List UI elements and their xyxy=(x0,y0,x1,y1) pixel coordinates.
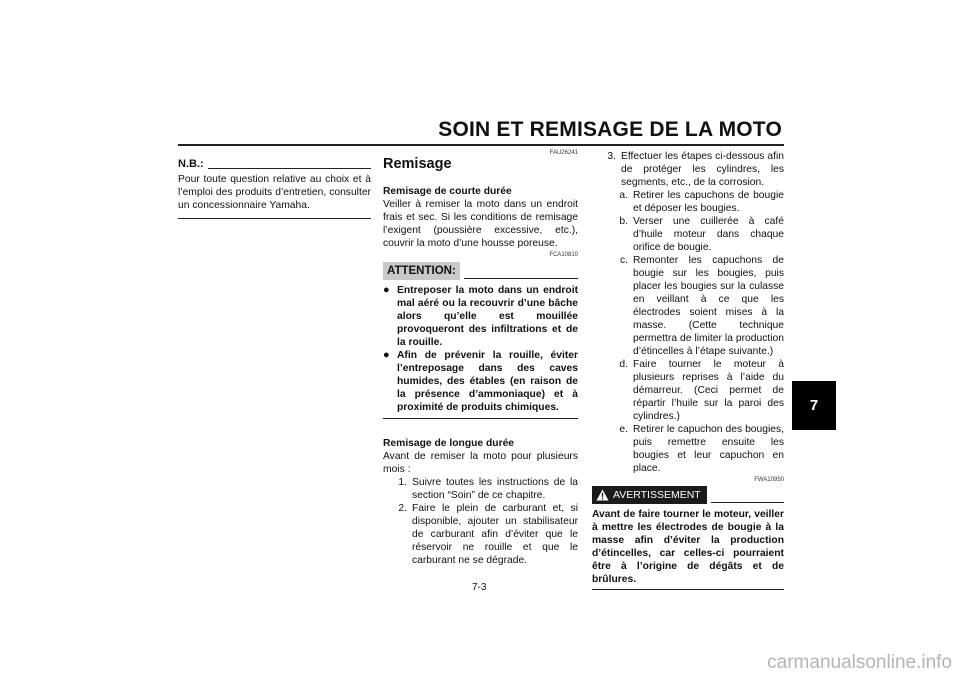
section-title: Remisage xyxy=(383,156,452,172)
caution-bullet-text: Entreposer la moto dans un endroit mal aéré ou la recouvrir d’une bâche alors qu’elle est mouillée provoqueront des infiltrations et de la rouille. xyxy=(397,285,578,348)
warning-badge xyxy=(592,486,707,504)
substep-list xyxy=(592,189,784,475)
caution-rule xyxy=(464,278,578,279)
substep-text: Retirer les capuchons de bougie et déposer les bougies. xyxy=(633,190,784,214)
warning-label: AVERTISSEMENT xyxy=(613,489,701,501)
substep-text: Retirer le capuchon des bougies, puis remettre ensuite les bougies et leur capuchon en place. xyxy=(633,424,784,474)
bullet-icon: ● xyxy=(383,349,390,361)
warning-end-rule xyxy=(592,589,784,590)
caution-bullet xyxy=(383,284,578,349)
step-item xyxy=(383,502,578,567)
header-rule xyxy=(178,144,784,146)
step-number: 3. xyxy=(607,151,616,162)
nb-text: Pour toute question relative au choix et à l’emploi des produits d’entretien, consulter un concessionnaire Yamaha. xyxy=(178,174,371,211)
step-number: 2. xyxy=(398,503,407,514)
substep-item xyxy=(592,215,784,254)
substep-letter: e. xyxy=(619,424,628,435)
warning-rule xyxy=(711,502,784,503)
caution-code: FCA10810 xyxy=(549,252,578,258)
bullet-icon: ● xyxy=(383,284,390,296)
watermark: carmanualsonline.info xyxy=(767,652,952,673)
nb-heading xyxy=(178,158,371,171)
substep-text: Verser une cuillerée à café d’huile moteur dans chaque orifice de bougie. xyxy=(633,216,784,253)
substep-item xyxy=(592,254,784,358)
substep-letter: c. xyxy=(619,255,628,266)
chapter-tab: 7 xyxy=(792,381,836,430)
warning-text: Avant de faire tourner le moteur, veiller à mettre les électrodes de bougie à la masse afin d’éviter la production d’étincelles, car celles-ci pourraient être à l’origine de dégâts et de brûlures. xyxy=(592,509,784,585)
section-code: FAU26241 xyxy=(549,150,578,156)
step-text: Effectuer les étapes ci-dessous afin de protéger les cylindres, les segments, etc., de la corrosion. xyxy=(621,151,784,188)
substep-letter: b. xyxy=(619,216,628,227)
step-text: Suivre toutes les instructions de la section “Soin” de ce chapitre. xyxy=(412,477,578,501)
substep-item xyxy=(592,189,784,215)
long-storage-intro: Avant de remiser la moto pour plusieurs mois : xyxy=(383,451,578,475)
substep-text: Faire tourner le moteur à plusieurs reprises à l’aide du démarreur. (Ceci permet de répartir l’huile sur la paroi des cylindres.) xyxy=(633,359,784,422)
nb-end-rule xyxy=(178,218,371,219)
storage-steps-continued xyxy=(592,150,784,590)
substep-item xyxy=(592,423,784,475)
nb-rule xyxy=(208,168,371,169)
step-item xyxy=(592,150,784,189)
nb-label: N.B.: xyxy=(178,158,204,170)
warning-code: FWA10950 xyxy=(754,477,784,483)
substep-letter: d. xyxy=(619,359,628,370)
long-storage-heading: Remisage de longue durée xyxy=(383,438,515,449)
step-item xyxy=(383,476,578,502)
caution-heading xyxy=(383,262,578,280)
substep-item xyxy=(592,358,784,423)
caution-bullet-text: Afin de prévenir la rouille, éviter l’entreposage dans des caves humides, des étables (en raison de la présence d’ammoniaque) et à proximité de produits chimiques. xyxy=(397,350,578,413)
warning-heading xyxy=(592,486,784,504)
warning-triangle-icon xyxy=(596,489,609,501)
caution-bullet xyxy=(383,349,578,414)
short-storage-text: Veiller à remiser la moto dans un endroit frais et sec. Si les conditions de remisage l’exigent (poussière excessive, etc.), couvrir la moto d’une housse poreuse. xyxy=(383,199,578,249)
substep-text: Remonter les capuchons de bougie sur les bougies, puis placer les bougies sur la culasse en veillant à ce que les électrodes soient mises à la masse. (Cette technique permettra de limiter la production d’étincelles à l’étape suivante.) xyxy=(633,255,784,357)
page-title: SOIN ET REMISAGE DE LA MOTO xyxy=(438,118,782,141)
nb-note xyxy=(178,158,371,219)
step-number: 1. xyxy=(398,477,407,488)
caution-end-rule xyxy=(383,418,578,419)
step-text: Faire le plein de carburant et, si disponible, ajouter un stabilisateur de carburant afin d’éviter que le réservoir ne rouille et que le carburant ne se dégrade. xyxy=(412,503,578,566)
caution-badge: ATTENTION: xyxy=(383,262,460,280)
page-number: 7-3 xyxy=(472,582,487,593)
short-storage-heading: Remisage de courte durée xyxy=(383,186,512,197)
substep-letter: a. xyxy=(619,190,628,201)
storage-section xyxy=(383,150,578,567)
